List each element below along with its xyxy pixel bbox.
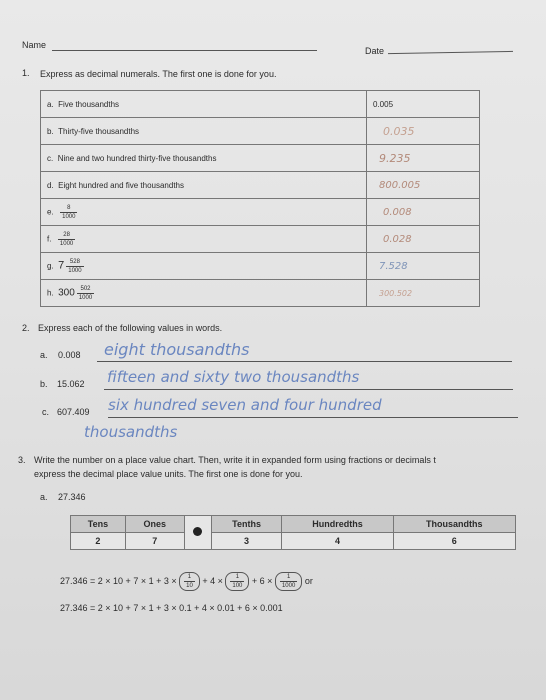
handwritten-answer: 9.235 — [379, 151, 411, 165]
handwritten-answer: 0.028 — [383, 233, 412, 245]
q2-number: 2. — [22, 323, 30, 333]
handwritten-answer: 7.528 — [379, 260, 408, 272]
q3-number: 3. — [18, 455, 26, 465]
table-cell: 4 — [282, 533, 393, 550]
fraction — [184, 573, 195, 590]
handwritten-answer: 0.008 — [383, 206, 412, 218]
q1-answer-cell[interactable] — [367, 118, 480, 145]
q1-question-cell — [41, 253, 367, 280]
table-row — [71, 533, 516, 550]
row-letter: h. — [47, 288, 54, 298]
denominator: 10 — [186, 583, 193, 589]
fraction — [60, 204, 77, 221]
expanded-text: 27.346 = 2 × 10 + 7 × 1 + 3 × — [60, 575, 177, 586]
q2-answer-line[interactable] — [97, 361, 512, 362]
row-letter: f. — [47, 234, 52, 244]
denominator: 100 — [232, 583, 243, 589]
table-row — [41, 91, 480, 118]
handwritten-answer-continued: thousandths — [84, 423, 178, 441]
numerator: 1 — [280, 573, 297, 582]
table-row — [41, 118, 480, 145]
decimal-point-cell — [184, 516, 211, 550]
name-label: Name — [22, 40, 47, 50]
row-text: Five thousandths — [58, 99, 120, 109]
handwritten-answer: eight thousandths — [104, 340, 250, 359]
table-header-row — [71, 516, 516, 533]
q1-number: 1. — [22, 68, 30, 78]
expanded-form-fractions — [60, 572, 313, 591]
q2-value: 15.062 — [57, 379, 85, 389]
handwritten-answer: six hundred seven and four hundred — [108, 396, 382, 414]
row-letter: g. — [47, 261, 54, 271]
row-letter: b. — [47, 126, 54, 136]
q3-value: 27.346 — [58, 492, 86, 502]
numerator: 502 — [77, 285, 94, 294]
table-row — [41, 199, 480, 226]
fraction-paren — [275, 572, 302, 591]
table-cell: 6 — [393, 533, 515, 550]
q2-prompt: Express each of the following values in words. — [38, 323, 223, 333]
row-text: Eight hundred and five thousandths — [58, 180, 184, 190]
q1-question-cell — [41, 118, 367, 145]
q1-answer-cell[interactable] — [367, 145, 480, 172]
table-cell: 3 — [211, 533, 282, 550]
place-value-chart — [70, 515, 516, 550]
handwritten-answer: 300.502 — [379, 288, 413, 298]
whole-number: 7 — [58, 259, 65, 272]
fraction — [77, 285, 94, 302]
q1-question-cell — [41, 91, 367, 118]
fraction — [66, 258, 83, 275]
q1-answer-cell[interactable] — [367, 226, 480, 253]
expanded-text: + 4 × — [202, 575, 223, 586]
row-text: Nine and two hundred thirty-five thousandths — [57, 153, 217, 163]
numerator: 1 — [230, 573, 244, 582]
numerator: 528 — [66, 258, 83, 267]
column-header: Thousandths — [393, 516, 515, 533]
q3-letter: a. — [40, 492, 48, 502]
q3-prompt-line2: express the decimal place value units. The first one is done for you. — [34, 469, 303, 479]
denominator: 1000 — [59, 240, 74, 247]
table-row — [41, 226, 480, 253]
denominator: 1000 — [78, 294, 93, 301]
row-letter: a. — [47, 99, 54, 109]
numerator: 1 — [184, 573, 195, 582]
fraction — [280, 573, 297, 590]
date-field[interactable] — [388, 51, 513, 54]
q1-answer-cell[interactable] — [367, 253, 480, 280]
table-cell: 7 — [125, 533, 184, 550]
q1-question-cell — [41, 280, 367, 307]
q3-prompt-line1: Write the number on a place value chart. Then, write it in expanded form using fractions or decimals t — [34, 455, 436, 465]
table-cell: 2 — [71, 533, 126, 550]
denominator: 1000 — [68, 267, 82, 274]
q1-answer-cell[interactable] — [367, 199, 480, 226]
q1-question-cell — [41, 145, 367, 172]
handwritten-answer: 0.035 — [383, 124, 415, 138]
q2-value: 607.409 — [57, 407, 90, 417]
date-label: Date — [365, 46, 385, 56]
decimal-point-icon — [193, 527, 202, 536]
fraction-paren — [225, 572, 249, 591]
row-letter: e. — [47, 207, 54, 217]
fraction-paren — [179, 572, 200, 591]
table-row — [41, 280, 480, 307]
q1-question-cell — [41, 172, 367, 199]
q2-letter: b. — [40, 379, 48, 389]
column-header: Ones — [125, 516, 184, 533]
q1-question-cell — [41, 226, 367, 253]
column-header: Tenths — [211, 516, 282, 533]
q2-letter: a. — [40, 350, 48, 360]
q1-table — [40, 90, 480, 307]
expanded-text: + 6 × — [251, 575, 273, 586]
numerator: 8 — [60, 204, 77, 213]
whole-number: 300 — [58, 287, 75, 299]
table-row — [41, 172, 480, 199]
row-letter: d. — [47, 180, 54, 190]
printed-answer: 0.005 — [373, 99, 394, 109]
expanded-form-decimals: 27.346 = 2 × 10 + 7 × 1 + 3 × 0.1 + 4 × 0.01 + 6 × 0.001 — [60, 603, 283, 613]
q2-answer-line[interactable] — [104, 389, 513, 390]
column-header: Tens — [71, 516, 126, 533]
q2-letter: c. — [42, 407, 50, 417]
q1-answer-cell[interactable] — [367, 280, 480, 307]
handwritten-answer: 800.005 — [379, 179, 421, 191]
q1-answer-cell[interactable] — [367, 91, 480, 118]
q1-answer-cell[interactable] — [367, 172, 480, 199]
fraction — [58, 231, 75, 248]
q2-value: 0.008 — [58, 350, 81, 360]
denominator: 1000 — [281, 583, 296, 589]
expanded-text: or — [304, 575, 313, 586]
row-letter: c. — [47, 153, 54, 163]
row-text: Thirty-five thousandths — [58, 126, 140, 136]
q2-answer-line[interactable] — [108, 417, 518, 418]
table-row — [41, 253, 480, 280]
name-field[interactable] — [52, 50, 317, 51]
column-header: Hundredths — [282, 516, 393, 533]
numerator: 28 — [58, 231, 75, 240]
table-row — [41, 145, 480, 172]
handwritten-answer: fifteen and sixty two thousandths — [107, 368, 360, 386]
denominator: 1000 — [62, 213, 76, 220]
q1-question-cell — [41, 199, 367, 226]
fraction — [230, 573, 244, 590]
q1-prompt: Express as decimal numerals. The first one is done for you. — [40, 69, 277, 79]
